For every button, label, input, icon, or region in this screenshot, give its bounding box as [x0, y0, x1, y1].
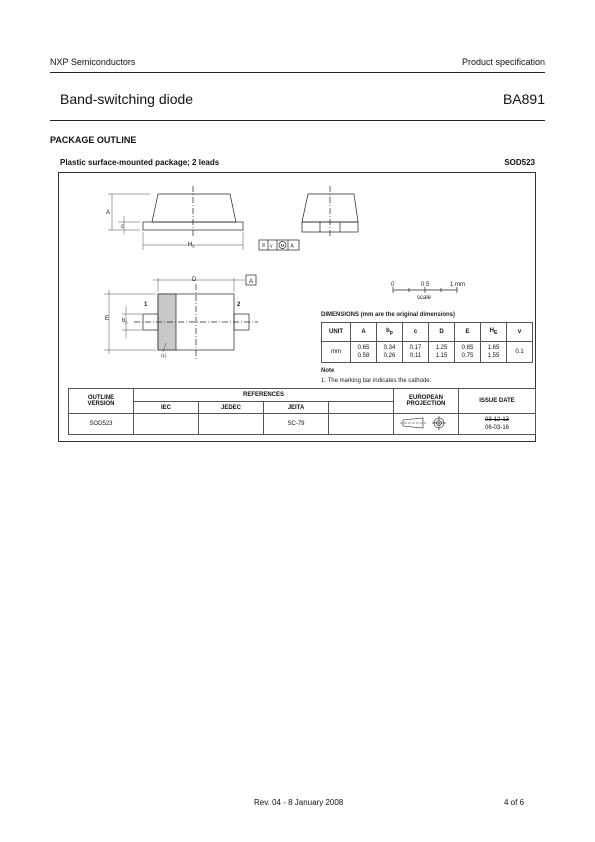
dim-label-he: $H_E$ — [188, 242, 196, 249]
dim-header: v — [507, 323, 533, 342]
scale-zero: 0 — [391, 282, 395, 288]
projection-icon — [399, 416, 453, 430]
scale-one: 1 mm — [450, 282, 465, 288]
projection-header: EUROPEAN PROJECTION — [394, 389, 459, 414]
jedec-value — [199, 414, 264, 435]
dimensions-table — [321, 322, 533, 363]
dim-value: 1.65 1.55 — [481, 342, 507, 363]
dim-header: UNIT — [322, 323, 351, 342]
note-title: Note — [321, 368, 335, 374]
dim-label-c: c — [121, 224, 124, 230]
dim-header: A — [351, 323, 377, 342]
dim-label-e: E — [105, 316, 110, 322]
dim-value: 0.17 0.11 — [403, 342, 429, 363]
references-header: REFERENCES — [134, 389, 394, 402]
page-title: Band-switching diode — [60, 91, 194, 107]
iec-value — [134, 414, 199, 435]
page-number: 4 of 6 — [504, 798, 525, 807]
dimensions-title: DIMENSIONS (mm are the original dimensions) — [321, 312, 456, 318]
projection-symbol — [394, 414, 459, 435]
dim-label-d: D — [192, 277, 197, 283]
dim-value: 1.25 1.15 — [429, 342, 455, 363]
tol-v: v — [270, 243, 273, 250]
dim-header: D — [429, 323, 455, 342]
issue-date-header: ISSUE DATE — [459, 389, 536, 414]
dim-label-a: A — [106, 210, 111, 216]
scale-half: 0.5 — [421, 282, 430, 288]
revision-info: Rev. 04 - 8 January 2008 — [254, 798, 344, 807]
tol-m: M — [280, 243, 285, 248]
part-number: BA891 — [502, 91, 545, 107]
dim-value: 0.65 0.58 — [351, 342, 377, 363]
package-description: Plastic surface-mounted package; 2 leads — [60, 158, 220, 167]
dim-header: c — [403, 323, 429, 342]
scale-label: scale — [417, 295, 432, 301]
lead-1-label: 1 — [144, 302, 148, 308]
side-view-body — [152, 194, 236, 222]
note-ref: (1) — [161, 353, 167, 358]
dim-value: 0.34 0.26 — [377, 342, 403, 363]
document-type: Product specification — [461, 57, 545, 67]
package-code: SOD523 — [504, 158, 535, 167]
jeita-header: JEITA — [264, 402, 329, 414]
iec-header: IEC — [134, 402, 199, 414]
ref-empty-cell — [329, 414, 394, 435]
issue-date-value — [459, 414, 536, 435]
dim-value: 0.85 0.75 — [455, 342, 481, 363]
jeita-value: SC-79 — [264, 414, 329, 435]
company-name: NXP Semiconductors — [50, 57, 136, 67]
outline-table — [68, 388, 536, 435]
outline-version-value: SOD523 — [69, 414, 134, 435]
dim-header: $H_E$ — [481, 323, 507, 342]
outline-version-header: OUTLINE VERSION — [69, 389, 134, 414]
lead-2-label: 2 — [237, 302, 241, 308]
note-text: 1. The marking bar indicates the cathode. — [321, 378, 432, 384]
dim-label-bp: $b_p$ — [122, 318, 128, 325]
dim-unit: mm — [322, 342, 351, 363]
jedec-header: JEDEC — [199, 402, 264, 414]
issue-date-old: 03-12-13 — [484, 417, 510, 423]
dim-header: $b_p$ — [377, 323, 403, 342]
section-title: PACKAGE OUTLINE — [50, 135, 137, 145]
tol-a: A — [290, 243, 294, 250]
dim-header: E — [455, 323, 481, 342]
datum-label-a: A — [249, 279, 254, 285]
dim-value-v: 0.1 — [507, 342, 533, 363]
issue-date-new: 06-03-16 — [484, 425, 510, 431]
ref-empty-cell — [329, 402, 394, 414]
